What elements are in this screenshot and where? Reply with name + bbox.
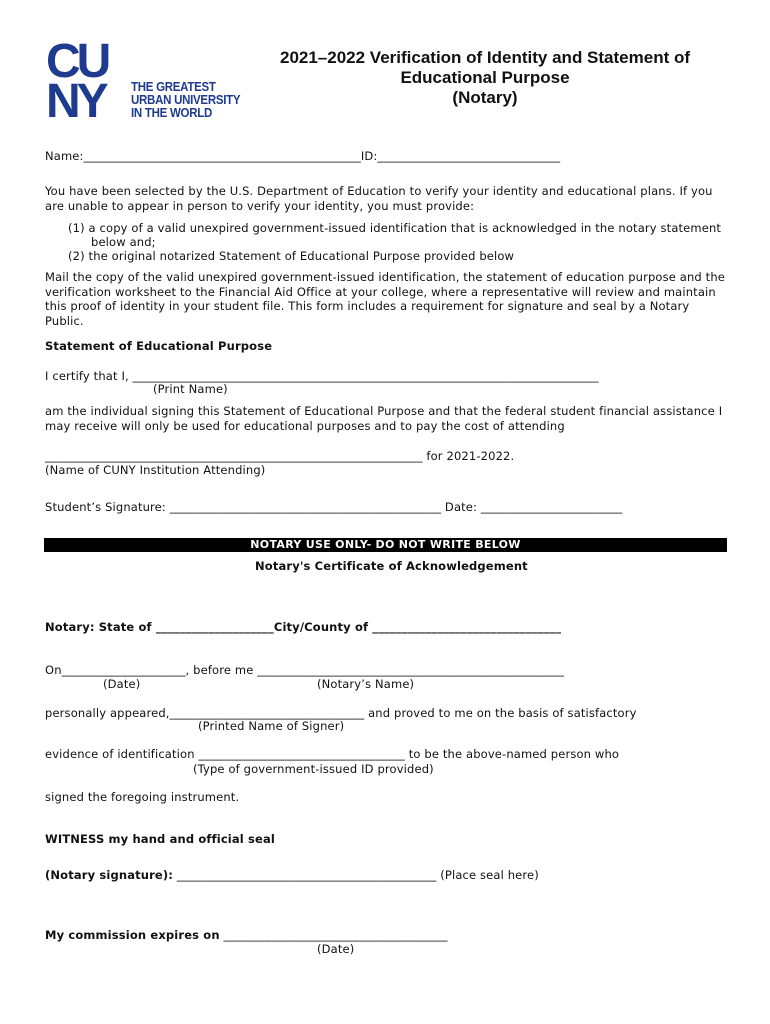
institution-caption: (Name of CUNY Institution Attending): [45, 463, 266, 477]
signer-caption: (Printed Name of Signer): [198, 719, 345, 733]
witness-text: WITNESS my hand and official seal: [45, 832, 275, 846]
logo-tagline-2: URBAN UNIVERSITY: [131, 93, 241, 107]
list-item-1-continued: below and;: [91, 235, 156, 249]
commission-label: My commission expires on: [45, 928, 220, 942]
intro-paragraph: You have been selected by the U.S. Department of Education to verify your identity and educational plans. If you are unable to appear in person to verify your identity, you must provide:: [45, 184, 713, 213]
student-signature-field[interactable]: Student’s Signature: ______________________________________________ Date: ________________________: [45, 500, 623, 514]
personally-appeared-field[interactable]: personally appeared,_________________________________ and proved to me on the basis of satisfactory: [45, 706, 637, 720]
title-line-2: Educational Purpose: [400, 68, 570, 87]
evidence-field[interactable]: evidence of identification ___________________________________ to be the above-named person who: [45, 747, 620, 761]
list-item-2: (2) the original notarized Statement of Educational Purpose provided below: [68, 249, 515, 263]
id-type-caption: (Type of government-issued ID provided): [193, 762, 434, 776]
title-line-1: 2021–2022 Verification of Identity and Statement of: [279, 48, 691, 67]
commission-expires-field[interactable]: [45, 928, 448, 943]
notary-signature-blank: ____________________________________________ (Place seal here): [173, 868, 539, 882]
signed-instrument-text: signed the foregoing instrument.: [45, 790, 240, 804]
notary-name-caption: (Notary’s Name): [317, 677, 415, 691]
page-title: [250, 48, 720, 108]
logo-letters-bottom: NY: [46, 75, 105, 128]
certificate-heading: Notary's Certificate of Acknowledgement: [255, 559, 528, 573]
logo-tagline-3: IN THE WORLD: [131, 106, 213, 120]
notary-date-name-field[interactable]: On_____________________, before me ____________________________________________________: [45, 663, 565, 677]
commission-blank: ______________________________________: [219, 928, 448, 942]
notary-state-county-field[interactable]: Notary: State of ____________________City/County of ________________________________: [45, 620, 562, 634]
list-item-1: (1) a copy of a valid unexpired government-issued identification that is acknowledged in the notary statement: [68, 221, 722, 235]
print-name-caption: (Print Name): [153, 382, 228, 396]
name-id-field[interactable]: Name:_______________________________________________ID:_______________________________: [45, 149, 561, 163]
certify-name-field[interactable]: I certify that I, _______________________________________________________________________________: [45, 369, 599, 383]
commission-date-caption: (Date): [317, 942, 355, 956]
notary-signature-field[interactable]: [45, 868, 539, 883]
logo-tagline-1: THE GREATEST: [131, 80, 216, 94]
statement-heading: Statement of Educational Purpose: [45, 339, 273, 353]
notary-signature-label: (Notary signature):: [45, 868, 174, 882]
title-line-3: (Notary): [452, 88, 518, 107]
institution-field[interactable]: ________________________________________________________________ for 2021-2022.: [45, 449, 515, 463]
statement-paragraph: am the individual signing this Statement of Educational Purpose and that the federal student financial assistance I may receive will only be used for educational purposes and to pay the cost of attending: [45, 404, 723, 433]
date-caption: (Date): [103, 677, 141, 691]
logo-letters-top: CU: [46, 35, 108, 88]
mail-paragraph: Mail the copy of the valid unexpired government-issued identification, the statement of education purpose and the verification worksheet to the Financial Aid Office at your college, where a representative will review and maintain this proof of identity in your student file. This form includes a requirement for signature and seal by a Notary Public.: [45, 270, 725, 328]
notary-use-only-banner: NOTARY USE ONLY- DO NOT WRITE BELOW: [44, 538, 727, 552]
